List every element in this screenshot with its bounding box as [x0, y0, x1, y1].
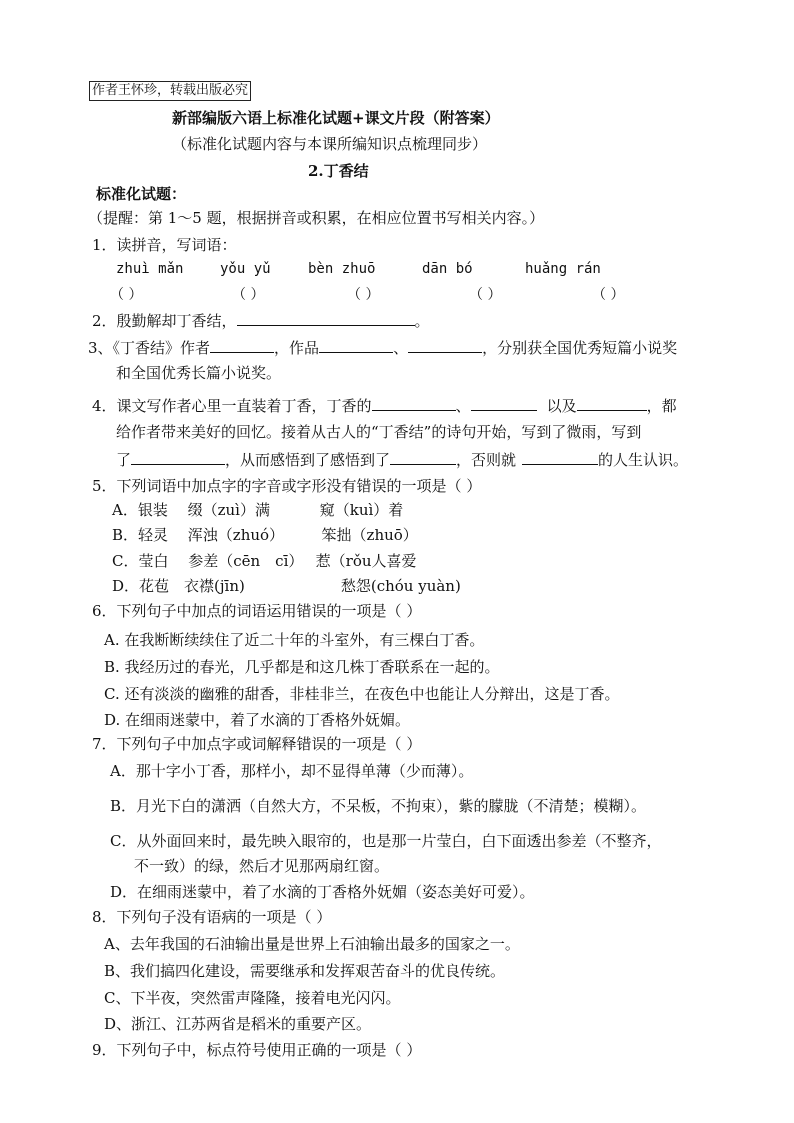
q5-option-d-part-2: 愁怨(chóu yuàn): [340, 577, 461, 595]
lesson-title: 2.丁香结: [308, 162, 369, 180]
q4-blank-1[interactable]: [372, 395, 456, 411]
q1-pinyin-2: yǒu yǔ: [220, 261, 271, 277]
author-note: 作者王怀珍，转载出版必究: [89, 81, 251, 101]
q1-answer-box-2[interactable]: （ ）: [232, 287, 265, 303]
q4-text-g: ，从而感悟到了感悟到了: [225, 451, 391, 469]
q4-blank-6[interactable]: [522, 449, 598, 465]
q4-text-a: 4．课文写作者心里一直装着丁香，丁香的: [92, 397, 372, 415]
q1-pinyin-4: dān bó: [422, 261, 473, 277]
q3-line-2: 和全国优秀长篇小说奖。: [116, 364, 282, 382]
q7-stem: 7．下列句子中加点字或词解释错误的一项是（ ）: [92, 735, 422, 753]
q1-answer-box-1[interactable]: （ ）: [110, 287, 143, 303]
q1-pinyin-3: bèn zhuō: [308, 261, 376, 277]
q6-option-c[interactable]: C. 还有淡淡的幽雅的甜香，非桂非兰，在夜色中也能让人分辩出，这是丁香。: [104, 685, 620, 703]
q4-text-h: ，否则就: [456, 451, 517, 469]
q4-text-f: 了: [116, 451, 132, 469]
q1-stem: 1．读拼音，写词语：: [92, 236, 237, 254]
section-heading: 标准化试题：: [96, 185, 187, 203]
q8-option-d[interactable]: D、浙江、江苏两省是稻米的重要产区。: [104, 1015, 372, 1033]
q3-line-1: [88, 337, 677, 358]
q4-line-3: [116, 449, 688, 470]
q7-option-d[interactable]: D．在细雨迷蒙中，着了水滴的丁香格外妩媚（姿态美好可爱）。: [110, 883, 535, 901]
q1-answer-box-5[interactable]: （ ）: [592, 287, 625, 303]
q3-text-d: ，分别获全国优秀短篇小说奖: [482, 339, 678, 357]
q8-option-b[interactable]: B、我们搞四化建设，需要继承和发挥艰苦奋斗的优良传统。: [104, 962, 506, 980]
q5-option-c[interactable]: C．莹白 参差（cēn cī） 惹（rǒu人喜爱: [112, 552, 417, 570]
q4-text-i: 的人生认识。: [598, 451, 689, 469]
q1-pinyin-1: zhuì mǎn: [116, 261, 184, 277]
q3-blank-work-2[interactable]: [408, 337, 482, 353]
q3-blank-author[interactable]: [210, 337, 274, 353]
q6-stem: 6．下列句子中加点的词语运用错误的一项是（ ）: [92, 602, 422, 620]
q9-stem: 9．下列句子中，标点符号使用正确的一项是（ ）: [92, 1041, 422, 1059]
q4-blank-2[interactable]: [471, 395, 537, 411]
q5-option-a[interactable]: A．银装 缀（zuì）满 窥（kuì）着: [112, 501, 404, 519]
q3-text-b: ，作品: [274, 339, 320, 357]
q5-stem: 5．下列词语中加点字的字音或字形没有错误的一项是（ ）: [92, 477, 482, 495]
q8-stem: 8．下列句子没有语病的一项是（ ）: [92, 908, 332, 926]
worksheet-title: 新部编版六语上标准化试题+课文片段（附答案）: [172, 109, 500, 127]
q7-option-a[interactable]: A．那十字小丁香，那样小，却不显得单薄（少而薄）。: [110, 762, 474, 780]
q8-option-c[interactable]: C、下半夜，突然雷声隆隆，接着电光闪闪。: [104, 989, 401, 1007]
q4-blank-3[interactable]: [577, 395, 647, 411]
q7-option-c-line-1[interactable]: C．从外面回来时，最先映入眼帘的，也是那一片莹白，白下面透出参差（不整齐，: [110, 832, 662, 850]
q4-blank-5[interactable]: [390, 449, 456, 465]
q4-line-2: 给作者带来美好的回忆。接着从古人的“丁香结”的诗句开始，写到了微雨，写到: [116, 423, 642, 441]
q8-option-a[interactable]: A、去年我国的石油输出量是世界上石油输出最多的国家之一。: [104, 935, 520, 953]
q4-blank-4[interactable]: [131, 449, 225, 465]
q1-answer-box-3[interactable]: （ ）: [347, 287, 380, 303]
q4-text-d: ，都: [646, 397, 677, 415]
q4-text-b: 、: [455, 397, 471, 415]
q5-option-d[interactable]: [112, 576, 461, 596]
q7-option-b[interactable]: B．月光下白的潇洒（自然大方，不呆板，不拘束），紫的朦胧（不清楚；模糊）。: [110, 797, 647, 815]
q3-text-a: 3、《丁香结》作者: [88, 339, 211, 357]
q4-line-1: [92, 395, 677, 416]
q6-option-a[interactable]: A. 在我断断续续住了近二十年的斗室外，有三棵白丁香。: [104, 631, 485, 649]
q4-text-c: 以及: [546, 397, 577, 415]
q5-option-b[interactable]: B．轻灵 浑浊（zhuó） 笨拙（zhuō）: [112, 526, 418, 544]
q3-text-c: 、: [393, 339, 409, 357]
q7-option-c-line-2: 不一致）的绿，然后才见那两扇红窗。: [134, 857, 390, 875]
section-hint: （提醒：第 1～5 题，根据拼音或积累，在相应位置书写相关内容。）: [88, 209, 545, 227]
q6-option-d[interactable]: D. 在细雨迷蒙中，着了水滴的丁香格外妩媚。: [104, 711, 411, 729]
q5-option-d-part-1: D．花苞 衣襟(jīn): [112, 577, 245, 595]
q1-answer-box-4[interactable]: （ ）: [469, 287, 502, 303]
q2-blank[interactable]: [237, 310, 415, 326]
q1-pinyin-5: huǎng rán: [525, 261, 601, 277]
worksheet-subtitle: （标准化试题内容与本课所编知识点梳理同步）: [172, 135, 488, 153]
q2-text: 2．殷勤解却丁香结，: [92, 312, 237, 330]
q6-option-b[interactable]: B. 我经历过的春光，几乎都是和这几株丁香联系在一起的。: [104, 658, 500, 676]
q2-line: [92, 310, 430, 331]
q3-blank-work-1[interactable]: [319, 337, 393, 353]
q2-end: 。: [414, 312, 430, 330]
